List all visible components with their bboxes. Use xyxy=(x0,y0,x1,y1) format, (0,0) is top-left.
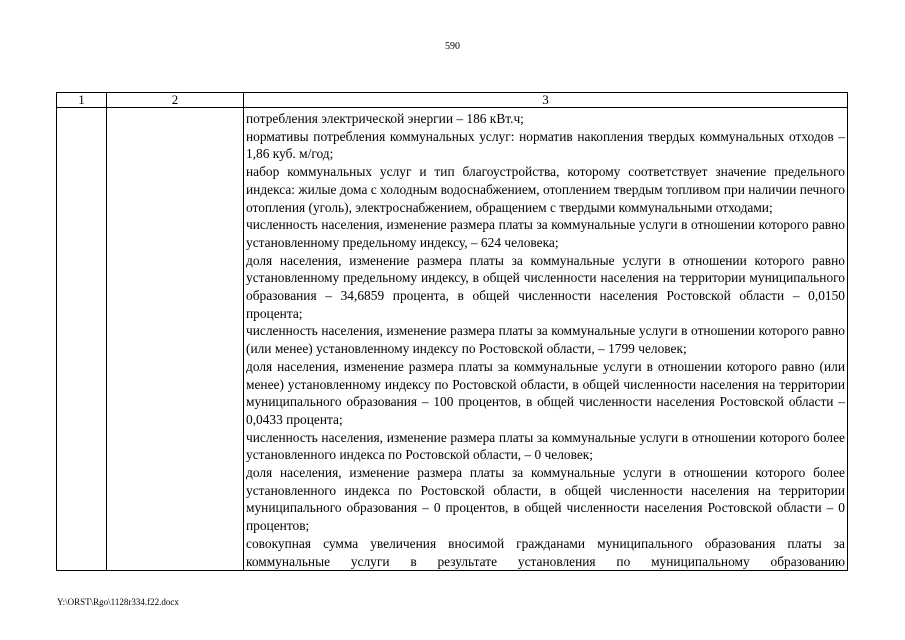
paragraph: численность населения, изменение размера платы за коммунальные услуги в отношении которого равно установленному предельному индексу, – 624 человека; xyxy=(246,217,845,250)
paragraph: потребления электрической энергии – 186 кВт.ч; xyxy=(246,111,524,126)
cell-column-2 xyxy=(107,108,244,571)
paragraph: набор коммунальных услуг и тип благоустройства, которому соответствует значение предельного индекса: жилые дома с холодным водоснабжением, отоплением твердым топливом при наличии печного отопления (уголь), электроснабжением, обращением с твердыми коммунальными отходами; xyxy=(246,164,845,215)
paragraph: доля населения, изменение размера платы за коммунальные услуги в отношении которого более установленного индекса по Ростовской области, в общей численности населения на территории муниципального образования – 0 процентов, в общей численности населения Ростовской области – 0 процентов; xyxy=(246,465,845,534)
file-path-footer: Y:\ORST\Rgo\1128r334.f22.docx xyxy=(57,597,179,607)
table-row xyxy=(57,108,848,571)
paragraph: нормативы потребления коммунальных услуг: норматив накопления твердых коммунальных отходов – 1,86 куб. м/год; xyxy=(246,128,845,162)
column-header-3: 3 xyxy=(244,93,848,108)
paragraph: доля населения, изменение размера платы за коммунальные услуги в отношении которого равно (или менее) установленному индексу по Ростовской области, в общей численности населения на территории муниципального образования – 100 процентов, в общей численности населения Ростовской области – 0,0433 процента; xyxy=(246,358,845,427)
paragraph: численность населения, изменение размера платы за коммунальные услуги в отношении которого равно (или менее) установленному индексу по Ростовской области, – 1799 человек; xyxy=(246,323,845,357)
paragraph: совокупная сумма увеличения вносимой гражданами муниципального образования платы за коммунальные услуги в результате установления по муниципальному образованию xyxy=(246,535,845,569)
cell-column-1 xyxy=(57,108,107,571)
paragraph: численность населения, изменение размера платы за коммунальные услуги в отношении которого более установленного индекса по Ростовской области, – 0 человек; xyxy=(246,429,845,463)
paragraph: доля населения, изменение размера платы за коммунальные услуги в отношении которого равно установленному предельному индексу, в общей численности населения на территории муниципального образования – 34,6859 процента, в общей численности населения Ростовской области – 0,0150 процента; xyxy=(246,252,845,321)
column-header-2: 2 xyxy=(107,93,244,108)
page-number: 590 xyxy=(445,41,460,52)
document-table xyxy=(56,92,848,571)
table-header-row xyxy=(57,93,848,108)
column-header-1: 1 xyxy=(57,93,107,108)
cell-column-3 xyxy=(244,108,848,571)
